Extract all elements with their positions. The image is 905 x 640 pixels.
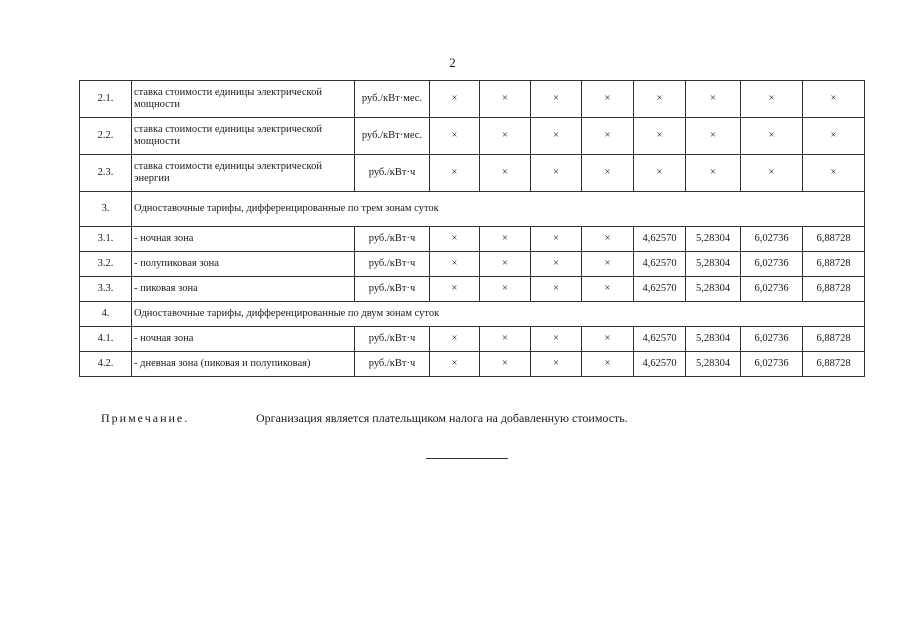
value-cell: × <box>686 118 741 155</box>
value-cell: × <box>531 227 582 252</box>
value-cell: × <box>741 118 803 155</box>
value-cell: 5,28304 <box>686 327 741 352</box>
table-row <box>80 155 865 192</box>
value-cell: × <box>741 81 803 118</box>
value-cell: 6,88728 <box>803 352 865 377</box>
value-cell: × <box>582 155 634 192</box>
row-name: - ночная зона <box>132 327 355 352</box>
value-cell: × <box>480 277 531 302</box>
row-unit: руб./кВт·ч <box>355 252 430 277</box>
value-cell: 6,88728 <box>803 227 865 252</box>
value-cell: × <box>582 118 634 155</box>
value-cell: × <box>430 155 480 192</box>
row-number: 2.2. <box>80 118 132 155</box>
note-label: Примечание. <box>101 411 190 425</box>
value-cell: × <box>430 352 480 377</box>
row-unit: руб./кВт·мес. <box>355 118 430 155</box>
row-name: ставка стоимости единицы электрической мощности <box>132 81 355 118</box>
section-title: Одноставочные тарифы, дифференцированные по двум зонам суток <box>132 302 865 327</box>
value-cell: 6,88728 <box>803 327 865 352</box>
row-number: 4.1. <box>80 327 132 352</box>
end-divider <box>426 458 508 459</box>
row-name: - ночная зона <box>132 227 355 252</box>
row-name: - пиковая зона <box>132 277 355 302</box>
value-cell: × <box>686 155 741 192</box>
value-cell: × <box>634 155 686 192</box>
value-cell: × <box>480 227 531 252</box>
value-cell: × <box>741 155 803 192</box>
value-cell: × <box>803 81 865 118</box>
value-cell: 6,02736 <box>741 252 803 277</box>
value-cell: 6,02736 <box>741 277 803 302</box>
row-number: 3.3. <box>80 277 132 302</box>
value-cell: 5,28304 <box>686 352 741 377</box>
row-unit: руб./кВт·ч <box>355 352 430 377</box>
value-cell: × <box>531 118 582 155</box>
value-cell: 6,88728 <box>803 252 865 277</box>
row-number: 3.1. <box>80 227 132 252</box>
value-cell: × <box>480 252 531 277</box>
value-cell: × <box>803 118 865 155</box>
section-title: Одноставочные тарифы, дифференцированные по трем зонам суток <box>132 192 865 227</box>
page-number: 2 <box>449 55 456 70</box>
row-unit: руб./кВт·мес. <box>355 81 430 118</box>
row-number: 2.1. <box>80 81 132 118</box>
tariff-table <box>79 80 865 377</box>
row-name: - дневная зона (пиковая и полупиковая) <box>132 352 355 377</box>
value-cell: × <box>480 155 531 192</box>
value-cell: 4,62570 <box>634 327 686 352</box>
value-cell: × <box>430 277 480 302</box>
table-row <box>80 277 865 302</box>
row-unit: руб./кВт·ч <box>355 227 430 252</box>
value-cell: × <box>480 81 531 118</box>
value-cell: × <box>531 155 582 192</box>
row-name: ставка стоимости единицы электрической энергии <box>132 155 355 192</box>
value-cell: 5,28304 <box>686 252 741 277</box>
value-cell: × <box>582 252 634 277</box>
value-cell: 6,02736 <box>741 227 803 252</box>
table-row <box>80 118 865 155</box>
value-cell: × <box>531 252 582 277</box>
row-number: 2.3. <box>80 155 132 192</box>
table-row <box>80 81 865 118</box>
value-cell: × <box>531 352 582 377</box>
row-number: 4.2. <box>80 352 132 377</box>
value-cell: 6,02736 <box>741 352 803 377</box>
value-cell: × <box>582 227 634 252</box>
value-cell: × <box>480 352 531 377</box>
row-name: - полупиковая зона <box>132 252 355 277</box>
row-unit: руб./кВт·ч <box>355 277 430 302</box>
value-cell: × <box>430 327 480 352</box>
value-cell: × <box>480 118 531 155</box>
table-row <box>80 327 865 352</box>
row-name: ставка стоимости единицы электрической мощности <box>132 118 355 155</box>
value-cell: × <box>582 327 634 352</box>
value-cell: 4,62570 <box>634 252 686 277</box>
value-cell: 6,02736 <box>741 327 803 352</box>
table-row <box>80 352 865 377</box>
value-cell: × <box>480 327 531 352</box>
value-cell: 5,28304 <box>686 277 741 302</box>
value-cell: × <box>803 155 865 192</box>
value-cell: × <box>582 81 634 118</box>
table-row <box>80 252 865 277</box>
value-cell: × <box>430 81 480 118</box>
value-cell: × <box>582 352 634 377</box>
row-unit: руб./кВт·ч <box>355 327 430 352</box>
section-header-row <box>80 192 865 227</box>
value-cell: × <box>430 227 480 252</box>
note <box>101 411 628 426</box>
value-cell: × <box>582 277 634 302</box>
value-cell: 6,88728 <box>803 277 865 302</box>
value-cell: 5,28304 <box>686 227 741 252</box>
section-number: 4. <box>80 302 132 327</box>
value-cell: 4,62570 <box>634 277 686 302</box>
note-text: Организация является плательщиком налога на добавленную стоимость. <box>256 411 628 425</box>
value-cell: × <box>686 81 741 118</box>
row-number: 3.2. <box>80 252 132 277</box>
row-unit: руб./кВт·ч <box>355 155 430 192</box>
value-cell: × <box>531 327 582 352</box>
value-cell: 4,62570 <box>634 352 686 377</box>
value-cell: × <box>531 277 582 302</box>
section-header-row <box>80 302 865 327</box>
value-cell: × <box>634 81 686 118</box>
value-cell: × <box>634 118 686 155</box>
section-number: 3. <box>80 192 132 227</box>
value-cell: 4,62570 <box>634 227 686 252</box>
value-cell: × <box>430 118 480 155</box>
value-cell: × <box>430 252 480 277</box>
table-row <box>80 227 865 252</box>
value-cell: × <box>531 81 582 118</box>
